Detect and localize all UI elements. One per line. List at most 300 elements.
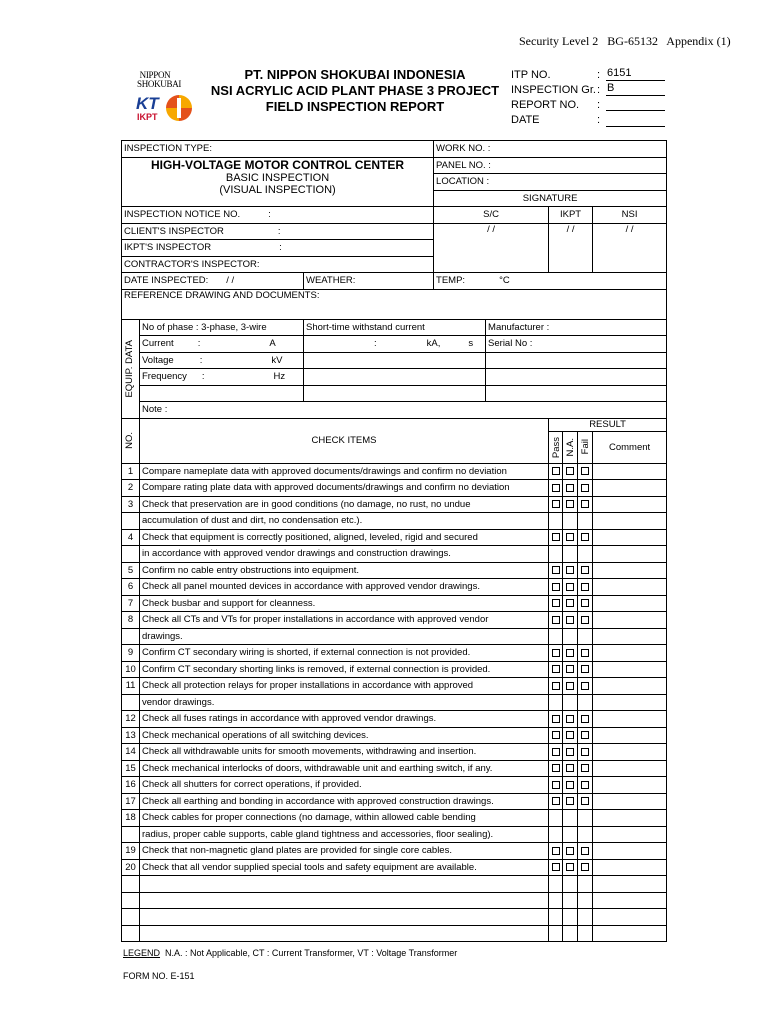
inspection-type-sub2: (VISUAL INSPECTION) bbox=[219, 183, 336, 196]
short-time-field[interactable] bbox=[304, 336, 486, 353]
check-pass-cell[interactable] bbox=[549, 496, 563, 513]
check-item-text: Confirm no cable entry obstructions into equipment. bbox=[140, 562, 549, 579]
check-pass-cell[interactable] bbox=[549, 727, 563, 744]
check-na-cell[interactable] bbox=[563, 480, 578, 497]
manufacturer-blank-1[interactable] bbox=[486, 352, 667, 369]
serial-no-field[interactable]: Serial No : bbox=[486, 336, 667, 353]
empty-fail[interactable] bbox=[578, 909, 593, 926]
check-comment-cell[interactable] bbox=[593, 727, 667, 744]
voltage-colon: : bbox=[199, 354, 203, 366]
empty-na[interactable] bbox=[563, 909, 578, 926]
empty-pass[interactable] bbox=[549, 925, 563, 942]
check-row bbox=[122, 777, 667, 794]
check-na-cell[interactable] bbox=[563, 810, 578, 827]
check-fail-cell[interactable] bbox=[578, 843, 593, 860]
note-field[interactable]: Note : bbox=[140, 402, 667, 419]
report-no-value bbox=[606, 97, 607, 109]
check-pass-cell[interactable] bbox=[549, 859, 563, 876]
check-comment-cell[interactable] bbox=[593, 529, 667, 546]
empty-row bbox=[122, 876, 667, 893]
check-item-text: Check cables for proper connections (no damage, within allowed cable bending bbox=[140, 810, 549, 827]
pass-header-cell bbox=[549, 431, 563, 463]
date-value bbox=[606, 113, 607, 125]
check-fail-cell[interactable] bbox=[578, 529, 593, 546]
check-na-cell[interactable] bbox=[563, 463, 578, 480]
empty-no bbox=[122, 876, 140, 893]
check-na-cell[interactable] bbox=[563, 859, 578, 876]
check-pass-checkbox[interactable] bbox=[552, 616, 560, 624]
check-fail-cell[interactable] bbox=[578, 595, 593, 612]
check-fail-checkbox[interactable] bbox=[581, 649, 589, 657]
check-fail-cell[interactable] bbox=[578, 562, 593, 579]
check-fail-checkbox[interactable] bbox=[581, 847, 589, 855]
reference-drawing-field[interactable]: REFERENCE DRAWING AND DOCUMENTS: bbox=[122, 289, 667, 319]
empty-pass[interactable] bbox=[549, 892, 563, 909]
check-fail-cell[interactable] bbox=[578, 777, 593, 794]
check-fail-checkbox[interactable] bbox=[581, 616, 589, 624]
check-fail-checkbox[interactable] bbox=[581, 533, 589, 541]
check-na-checkbox[interactable] bbox=[566, 731, 574, 739]
check-comment-cell[interactable] bbox=[593, 661, 667, 678]
seconds-unit: s bbox=[468, 338, 474, 350]
nippon-shokubai-logo bbox=[137, 70, 182, 89]
check-fail-cell[interactable] bbox=[578, 496, 593, 513]
check-na-checkbox[interactable] bbox=[566, 533, 574, 541]
short-time-blank-2[interactable] bbox=[304, 369, 486, 386]
check-na-cell[interactable] bbox=[563, 579, 578, 596]
company-title: PT. NIPPON SHOKUBAI INDONESIA bbox=[244, 67, 466, 82]
check-fail-cell[interactable] bbox=[578, 694, 593, 711]
check-pass-checkbox[interactable] bbox=[552, 665, 560, 673]
check-comment-cell[interactable] bbox=[593, 678, 667, 695]
check-fail-cell[interactable] bbox=[578, 727, 593, 744]
temp-unit: °C bbox=[499, 275, 510, 287]
check-na-cell[interactable] bbox=[563, 711, 578, 728]
check-row bbox=[122, 661, 667, 678]
manufacturer-blank-2[interactable] bbox=[486, 369, 667, 386]
check-fail-cell[interactable] bbox=[578, 579, 593, 596]
check-comment-cell[interactable] bbox=[593, 645, 667, 662]
check-na-checkbox[interactable] bbox=[566, 566, 574, 574]
check-fail-checkbox[interactable] bbox=[581, 731, 589, 739]
empty-fail[interactable] bbox=[578, 876, 593, 893]
check-fail-cell[interactable] bbox=[578, 513, 593, 530]
check-item-text: Check that equipment is correctly positioned, aligned, leveled, rigid and secured bbox=[140, 529, 549, 546]
check-comment-cell[interactable] bbox=[593, 628, 667, 645]
equip-data-label-cell bbox=[122, 319, 140, 418]
na-header-cell bbox=[563, 431, 578, 463]
contractor-inspector-row[interactable]: CONTRACTOR'S INSPECTOR: bbox=[122, 256, 434, 273]
check-comment-cell[interactable] bbox=[593, 810, 667, 827]
check-na-cell[interactable] bbox=[563, 678, 578, 695]
check-na-checkbox[interactable] bbox=[566, 616, 574, 624]
check-pass-cell[interactable] bbox=[549, 843, 563, 860]
panel-no-field[interactable]: PANEL NO. : bbox=[434, 157, 667, 174]
logo-nippon-text: NIPPON bbox=[139, 70, 171, 80]
check-na-cell[interactable] bbox=[563, 793, 578, 810]
date-inspected-row[interactable] bbox=[122, 273, 304, 290]
check-fail-cell[interactable] bbox=[578, 463, 593, 480]
check-no: 9 bbox=[122, 645, 140, 662]
empty-item[interactable] bbox=[140, 925, 549, 942]
check-no: 2 bbox=[122, 480, 140, 497]
empty-comment[interactable] bbox=[593, 892, 667, 909]
check-comment-cell[interactable] bbox=[593, 859, 667, 876]
check-pass-cell[interactable] bbox=[549, 678, 563, 695]
check-no bbox=[122, 826, 140, 843]
check-fail-cell[interactable] bbox=[578, 793, 593, 810]
check-no: 10 bbox=[122, 661, 140, 678]
check-fail-cell[interactable] bbox=[578, 480, 593, 497]
check-items-header: CHECK ITEMS bbox=[140, 418, 549, 463]
check-pass-cell[interactable] bbox=[549, 463, 563, 480]
check-fail-cell[interactable] bbox=[578, 628, 593, 645]
check-pass-checkbox[interactable] bbox=[552, 467, 560, 475]
notice-no-label: INSPECTION NOTICE NO. bbox=[124, 209, 241, 221]
check-na-checkbox[interactable] bbox=[566, 484, 574, 492]
check-pass-cell[interactable] bbox=[549, 628, 563, 645]
itp-label: ITP NO. bbox=[511, 69, 551, 81]
frequency-label: Frequency bbox=[142, 371, 187, 383]
check-comment-cell[interactable] bbox=[593, 744, 667, 761]
check-row bbox=[122, 744, 667, 761]
comment-header: Comment bbox=[593, 431, 667, 463]
check-item-text: Check mechanical operations of all switching devices. bbox=[140, 727, 549, 744]
empty-item[interactable] bbox=[140, 909, 549, 926]
check-na-cell[interactable] bbox=[563, 777, 578, 794]
report-no-field[interactable] bbox=[606, 97, 665, 111]
check-na-cell[interactable] bbox=[563, 595, 578, 612]
empty-na[interactable] bbox=[563, 892, 578, 909]
check-na-checkbox[interactable] bbox=[566, 847, 574, 855]
check-pass-checkbox[interactable] bbox=[552, 715, 560, 723]
check-pass-cell[interactable] bbox=[549, 711, 563, 728]
check-fail-checkbox[interactable] bbox=[581, 781, 589, 789]
check-na-cell[interactable] bbox=[563, 661, 578, 678]
check-fail-checkbox[interactable] bbox=[581, 599, 589, 607]
grade-value-text: B bbox=[607, 82, 615, 94]
check-pass-checkbox[interactable] bbox=[552, 863, 560, 871]
check-fail-cell[interactable] bbox=[578, 711, 593, 728]
sig-sc-header: S/C bbox=[434, 207, 549, 224]
check-pass-cell[interactable] bbox=[549, 760, 563, 777]
no-header-cell bbox=[122, 418, 140, 463]
check-item-text: Check mechanical interlocks of doors, withdrawable unit and earthing switch, if any. bbox=[140, 760, 549, 777]
date-inspected-label: DATE INSPECTED: bbox=[124, 275, 209, 287]
check-fail-cell[interactable] bbox=[578, 744, 593, 761]
check-no: 20 bbox=[122, 859, 140, 876]
check-fail-checkbox[interactable] bbox=[581, 500, 589, 508]
check-pass-cell[interactable] bbox=[549, 579, 563, 596]
check-comment-cell[interactable] bbox=[593, 826, 667, 843]
notice-no-colon: : bbox=[268, 209, 271, 221]
notice-no-row[interactable] bbox=[122, 207, 434, 224]
sig-ikpt-box[interactable] bbox=[549, 223, 593, 273]
check-fail-checkbox[interactable] bbox=[581, 583, 589, 591]
check-na-cell[interactable] bbox=[563, 612, 578, 629]
check-item-text: Check all fuses ratings in accordance with approved vendor drawings. bbox=[140, 711, 549, 728]
check-item-text: Check that preservation are in good conditions (no damage, no rust, no undue bbox=[140, 496, 549, 513]
check-no bbox=[122, 513, 140, 530]
voltage-field[interactable] bbox=[140, 352, 304, 369]
check-fail-checkbox[interactable] bbox=[581, 467, 589, 475]
frequency-colon: : bbox=[201, 371, 205, 383]
check-fail-cell[interactable] bbox=[578, 661, 593, 678]
grade-value[interactable] bbox=[606, 82, 665, 96]
check-fail-cell[interactable] bbox=[578, 612, 593, 629]
check-pass-cell[interactable] bbox=[549, 810, 563, 827]
check-comment-cell[interactable] bbox=[593, 760, 667, 777]
current-label: Current bbox=[142, 338, 174, 350]
check-na-cell[interactable] bbox=[563, 744, 578, 761]
check-na-checkbox[interactable] bbox=[566, 863, 574, 871]
weather-field[interactable]: WEATHER: bbox=[304, 273, 434, 290]
check-na-checkbox[interactable] bbox=[566, 715, 574, 723]
equip-data-label: EQUIP. DATA bbox=[124, 339, 135, 398]
check-na-cell[interactable] bbox=[563, 760, 578, 777]
check-na-cell[interactable] bbox=[563, 694, 578, 711]
empty-pass[interactable] bbox=[549, 876, 563, 893]
check-pass-cell[interactable] bbox=[549, 480, 563, 497]
check-pass-cell[interactable] bbox=[549, 777, 563, 794]
frequency-unit: Hz bbox=[273, 371, 286, 383]
check-pass-cell[interactable] bbox=[549, 661, 563, 678]
check-pass-cell[interactable] bbox=[549, 529, 563, 546]
ikpt-inspector-row[interactable] bbox=[122, 240, 434, 257]
check-pass-checkbox[interactable] bbox=[552, 500, 560, 508]
short-time-blank-3[interactable] bbox=[304, 385, 486, 402]
empty-comment[interactable] bbox=[593, 925, 667, 942]
check-na-cell[interactable] bbox=[563, 546, 578, 563]
empty-fail[interactable] bbox=[578, 925, 593, 942]
check-na-cell[interactable] bbox=[563, 727, 578, 744]
check-no: 15 bbox=[122, 760, 140, 777]
check-na-checkbox[interactable] bbox=[566, 682, 574, 690]
check-pass-checkbox[interactable] bbox=[552, 484, 560, 492]
check-pass-checkbox[interactable] bbox=[552, 649, 560, 657]
na-header: N.A. bbox=[565, 437, 577, 457]
clients-inspector-label: CLIENT'S INSPECTOR bbox=[124, 225, 224, 237]
check-fail-cell[interactable] bbox=[578, 859, 593, 876]
check-no: 4 bbox=[122, 529, 140, 546]
temp-field[interactable] bbox=[434, 273, 667, 290]
check-row bbox=[122, 760, 667, 777]
nsi-circle-logo bbox=[166, 95, 192, 121]
date-inspected-slashes: / / bbox=[226, 275, 235, 287]
manufacturer-blank-3[interactable] bbox=[486, 385, 667, 402]
check-fail-cell[interactable] bbox=[578, 645, 593, 662]
check-na-checkbox[interactable] bbox=[566, 797, 574, 805]
manufacturer-field[interactable]: Manufacturer : bbox=[486, 319, 667, 336]
check-item-text: Confirm CT secondary shorting links is removed, if external connection is provided. bbox=[140, 661, 549, 678]
check-pass-cell[interactable] bbox=[549, 793, 563, 810]
empty-no bbox=[122, 909, 140, 926]
check-comment-cell[interactable] bbox=[593, 843, 667, 860]
check-no: 18 bbox=[122, 810, 140, 827]
empty-na[interactable] bbox=[563, 925, 578, 942]
date-field[interactable] bbox=[606, 113, 665, 127]
check-fail-cell[interactable] bbox=[578, 678, 593, 695]
check-no: 17 bbox=[122, 793, 140, 810]
check-pass-checkbox[interactable] bbox=[552, 599, 560, 607]
check-pass-checkbox[interactable] bbox=[552, 797, 560, 805]
check-comment-cell[interactable] bbox=[593, 546, 667, 563]
check-fail-checkbox[interactable] bbox=[581, 566, 589, 574]
check-na-cell[interactable] bbox=[563, 628, 578, 645]
sig-ikpt-header: IKPT bbox=[549, 207, 593, 224]
check-na-cell[interactable] bbox=[563, 513, 578, 530]
check-no: 19 bbox=[122, 843, 140, 860]
check-na-checkbox[interactable] bbox=[566, 665, 574, 673]
check-comment-cell[interactable] bbox=[593, 595, 667, 612]
check-row bbox=[122, 678, 667, 695]
check-pass-checkbox[interactable] bbox=[552, 748, 560, 756]
check-row bbox=[122, 546, 667, 563]
check-no: 1 bbox=[122, 463, 140, 480]
check-na-cell[interactable] bbox=[563, 826, 578, 843]
itp-value[interactable] bbox=[606, 67, 665, 81]
check-pass-cell[interactable] bbox=[549, 562, 563, 579]
check-na-cell[interactable] bbox=[563, 645, 578, 662]
no-header: NO. bbox=[124, 432, 135, 449]
check-pass-cell[interactable] bbox=[549, 694, 563, 711]
check-fail-cell[interactable] bbox=[578, 826, 593, 843]
check-na-cell[interactable] bbox=[563, 562, 578, 579]
check-pass-checkbox[interactable] bbox=[552, 731, 560, 739]
ikpt-inspector-colon: : bbox=[279, 242, 282, 254]
report-title: FIELD INSPECTION REPORT bbox=[265, 99, 445, 114]
work-no-field[interactable]: WORK NO. : bbox=[434, 141, 667, 158]
check-row bbox=[122, 628, 667, 645]
check-no bbox=[122, 546, 140, 563]
check-fail-cell[interactable] bbox=[578, 760, 593, 777]
empty-na[interactable] bbox=[563, 876, 578, 893]
check-pass-cell[interactable] bbox=[549, 546, 563, 563]
check-item-text: in accordance with approved vendor drawings and construction drawings. bbox=[140, 546, 549, 563]
check-no: 8 bbox=[122, 612, 140, 629]
check-pass-cell[interactable] bbox=[549, 612, 563, 629]
check-pass-cell[interactable] bbox=[549, 513, 563, 530]
empty-fail[interactable] bbox=[578, 892, 593, 909]
short-time-blank-1[interactable] bbox=[304, 352, 486, 369]
check-na-checkbox[interactable] bbox=[566, 467, 574, 475]
frequency-field[interactable] bbox=[140, 369, 304, 386]
check-no: 16 bbox=[122, 777, 140, 794]
check-fail-checkbox[interactable] bbox=[581, 665, 589, 673]
check-comment-cell[interactable] bbox=[593, 480, 667, 497]
check-pass-checkbox[interactable] bbox=[552, 533, 560, 541]
check-row bbox=[122, 694, 667, 711]
check-pass-cell[interactable] bbox=[549, 826, 563, 843]
check-pass-cell[interactable] bbox=[549, 645, 563, 662]
check-comment-cell[interactable] bbox=[593, 579, 667, 596]
check-comment-cell[interactable] bbox=[593, 793, 667, 810]
check-pass-checkbox[interactable] bbox=[552, 764, 560, 772]
check-comment-cell[interactable] bbox=[593, 513, 667, 530]
check-no: 3 bbox=[122, 496, 140, 513]
current-field[interactable] bbox=[140, 336, 304, 353]
check-fail-checkbox[interactable] bbox=[581, 748, 589, 756]
sig-nsi-box[interactable] bbox=[593, 223, 667, 273]
check-pass-checkbox[interactable] bbox=[552, 583, 560, 591]
check-fail-checkbox[interactable] bbox=[581, 797, 589, 805]
sig-sc-box[interactable] bbox=[434, 223, 549, 273]
check-row bbox=[122, 645, 667, 662]
check-item-text: accumulation of dust and dirt, no condensation etc.). bbox=[140, 513, 549, 530]
check-item-text: Check that all vendor supplied special tools and safety equipment are available. bbox=[140, 859, 549, 876]
check-comment-cell[interactable] bbox=[593, 463, 667, 480]
empty-pass[interactable] bbox=[549, 909, 563, 926]
check-no: 11 bbox=[122, 678, 140, 695]
check-no: 12 bbox=[122, 711, 140, 728]
empty-item[interactable] bbox=[140, 876, 549, 893]
location-field[interactable]: LOCATION : bbox=[434, 174, 667, 191]
check-na-cell[interactable] bbox=[563, 496, 578, 513]
check-row bbox=[122, 711, 667, 728]
check-na-cell[interactable] bbox=[563, 843, 578, 860]
check-na-checkbox[interactable] bbox=[566, 583, 574, 591]
check-fail-checkbox[interactable] bbox=[581, 863, 589, 871]
check-na-cell[interactable] bbox=[563, 529, 578, 546]
check-comment-cell[interactable] bbox=[593, 777, 667, 794]
check-item-text: Confirm CT secondary wiring is shorted, if external connection is not provided. bbox=[140, 645, 549, 662]
ka-unit: kA, bbox=[426, 338, 441, 350]
equip-blank-cell[interactable] bbox=[140, 385, 304, 402]
check-fail-checkbox[interactable] bbox=[581, 484, 589, 492]
check-row bbox=[122, 612, 667, 629]
date-colon: : bbox=[597, 114, 601, 126]
check-na-checkbox[interactable] bbox=[566, 748, 574, 756]
check-pass-checkbox[interactable] bbox=[552, 781, 560, 789]
check-comment-cell[interactable] bbox=[593, 496, 667, 513]
check-item-text: Check that non-magnetic gland plates are provided for single core cables. bbox=[140, 843, 549, 860]
current-colon: : bbox=[197, 338, 201, 350]
empty-comment[interactable] bbox=[593, 909, 667, 926]
clients-inspector-row[interactable] bbox=[122, 223, 434, 240]
short-time-label: Short-time withstand current bbox=[304, 319, 486, 336]
check-pass-checkbox[interactable] bbox=[552, 566, 560, 574]
inspection-type-title: HIGH-VOLTAGE MOTOR CONTROL CENTER bbox=[150, 157, 405, 172]
check-fail-cell[interactable] bbox=[578, 810, 593, 827]
phase-cell: No of phase : 3-phase, 3-wire bbox=[140, 319, 304, 336]
check-fail-checkbox[interactable] bbox=[581, 715, 589, 723]
check-pass-checkbox[interactable] bbox=[552, 682, 560, 690]
check-fail-checkbox[interactable] bbox=[581, 764, 589, 772]
check-fail-checkbox[interactable] bbox=[581, 682, 589, 690]
check-na-checkbox[interactable] bbox=[566, 500, 574, 508]
empty-item[interactable] bbox=[140, 892, 549, 909]
check-na-checkbox[interactable] bbox=[566, 781, 574, 789]
empty-comment[interactable] bbox=[593, 876, 667, 893]
empty-row bbox=[122, 925, 667, 942]
inspection-type-label: INSPECTION TYPE: bbox=[122, 141, 434, 158]
check-pass-cell[interactable] bbox=[549, 595, 563, 612]
check-na-checkbox[interactable] bbox=[566, 649, 574, 657]
check-pass-checkbox[interactable] bbox=[552, 847, 560, 855]
check-comment-cell[interactable] bbox=[593, 711, 667, 728]
check-item-text: Check all panel mounted devices in accordance with approved vendor drawings. bbox=[140, 579, 549, 596]
check-pass-cell[interactable] bbox=[549, 744, 563, 761]
check-fail-cell[interactable] bbox=[578, 546, 593, 563]
voltage-label: Voltage bbox=[142, 354, 174, 366]
check-comment-cell[interactable] bbox=[593, 612, 667, 629]
check-row bbox=[122, 793, 667, 810]
check-comment-cell[interactable] bbox=[593, 694, 667, 711]
check-comment-cell[interactable] bbox=[593, 562, 667, 579]
check-na-checkbox[interactable] bbox=[566, 599, 574, 607]
sig-ikpt-date: / / bbox=[566, 223, 575, 235]
check-na-checkbox[interactable] bbox=[566, 764, 574, 772]
